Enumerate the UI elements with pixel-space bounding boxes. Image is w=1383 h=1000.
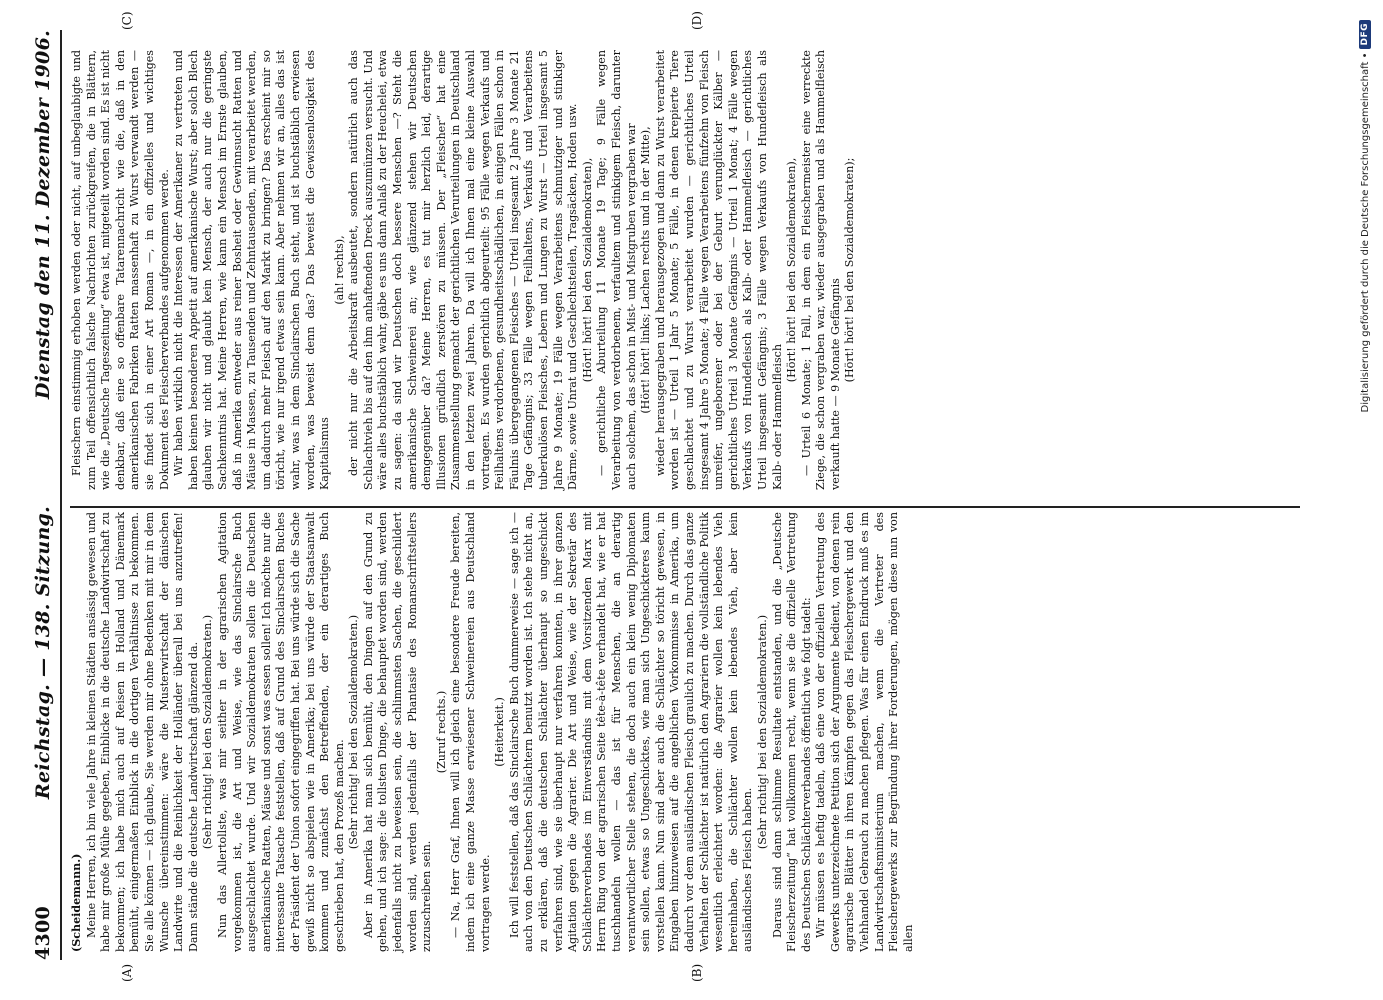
interjection: (Zuruf rechts.) [434, 690, 448, 774]
margin-label-a: (A) [120, 963, 134, 982]
paragraph: Daraus sind dann schlimme Resultate entstanden, und die „Deutsche Fleischerzeitung“ hat vollkommen recht, wenn sie die offizielle Vertretung des Deutschen Schlächterverbandes öffentlich wie folgt tadelt: [770, 512, 813, 952]
credit-text: Digitalisierung gefördert durch die Deutsche Forschungsgemeinschaft • [1359, 52, 1371, 413]
interjection: (ah! rechts), [332, 235, 346, 305]
paragraph: Wir haben wirklich nicht die Interessen der Amerikaner zu vertreten und haben keinen besonderen Appetit auf amerikanische Wurst; aber solch Blech glauben wir nicht und glaubt kein Mensch, der auch nur die geringste Sachkenntnis hat. Meine Herren, wie kann ein Mensch im Ernste glauben, daß in Amerika entweder aus reiner Bosheit oder Gewinnsucht Ratten und Mäuse in Massen, zu Tausenden und Zehntausenden, mit verarbeitet werden, um dadurch mehr Fleisch auf den Markt zu bringen? Das erscheint mir so töricht, wie nur irgend etwas sein kann. Aber nehmen wir an, alles das ist wahr, was in dem Sinclairschen Buch steht, und ist buchstäblich erwiesen worden, was beweist denn das? Das beweist die Gewissenlosigkeit des Kapitalismus [172, 50, 332, 490]
digitization-credit [1355, 20, 1375, 980]
paragraph: Wir müssen es heftig tadeln, daß eine von der offiziellen Vertretung des Gewerks unterzeichnete Petition sich der Argumente bedient, von denen rein agrarische Blätter in ihren Kämpfen gegen das Fleischergewerk und den Viehhandel Gebrauch zu machen pflegen. Was für einen Eindruck muß es im Landwirtschaftsministerium machen, wenn die Vertreter des Fleischergewerks zur Begründung ihrer Forderungen, mögen diese nun von allen [814, 512, 915, 952]
header-rule [60, 30, 62, 960]
dfg-logo: DFG [1359, 20, 1371, 49]
paragraph: Ich will feststellen, daß das Sinclairsche Buch dummerweise — sage ich — auch von den Deutschen Schlächtern benutzt worden ist. Ich stehe nicht an, zu erklären, daß die deutschen Schlächter überhaupt so ungeschickt verfahren sind, wie sie überhaupt nur verfahren konnten, in ihrer ganzen Agitation gegen die Agrarier. Die Art und Weise, wie der Sekretär des Schlächterverbandes im Einverständnis mit dem Vorsitzenden Marx mit Herrn Ring von der agrarischen Seite tête-à-tête verhandelt hat, wie er hat tuschhandeln wollen — das ist für Menschen, die an derartig verantwortlicher Stelle stehen, die doch auch ein klein wenig Diplomaten sein sollen, etwas so Ungeschicktes, wie man sich Ungeschickteres kaum vorstellen kann. Nun sind aber auch die Schlächter so töricht gewesen, in Eingaben hinzuweisen auf die angeblichen Vorkommnisse in Amerika, um dadurch vor dem ausländischen Fleisch graulich zu machen. Durch das ganze Verhalten der Schlächter ist natürlich den Agrariern die vollständliche Politik wesentlich erleichtert worden: die Agrarier wollen kein lebendes Vieh hereinhaben, die Schlächter wollen kein lebendes Vieh, aber kein ausländisches Fleisch haben. [507, 512, 755, 952]
paragraph: Nun das Allertollste, was mir seither in der agrarischen Agitation vorgekommen ist, die Art und Weise, wie das Sinclairsche Buch ausgeschlachtet wurde. Und wir Sozialdemokraten sollen die Deutschen amerikanische Ratten, Mäuse und sonst was essen sollen! Ich möchte nur die interessante Tatsache feststellen, daß auf Grund des Sinclairschen Buches der Präsident der Union sofort eingegriffen hat. Bei uns würde sich die Sache gewiß nicht so abspielen wie in Amerika; bei uns würde der Staatsanwalt kommen und zunächst den Betreffenden, der ein derartiges Buch geschrieben hat, den Prozeß machen. [215, 512, 346, 952]
column-divider [70, 506, 1300, 508]
paragraph: wieder herausgegraben und herausgezogen und dann zu Wurst verarbeitet worden ist — Urteil 1 Jahr 5 Monate; 5 Fälle, in denen krepierte Tiere geschlachtet und zu Wurst verarbeitet wurden — gerichtliches Urteil insgesamt 4 Jahre 5 Monate; 4 Fälle wegen Verarbeitens fünfzehn von Fleisch unreifer, ungeborener oder bei der Geburt verunglückter Kälber — gerichtliches Urteil 3 Monate Gefängnis — Urteil 1 Monat; 4 Fälle wegen Verkaufs von Hundefleisch als Kalb- oder Hammelfleisch — gerichtliches Urteil insgesamt Gefängnis; 3 Fälle wegen Verkaufs von Hundefleisch als Kalb- oder Hammelfleisch [653, 50, 784, 490]
page-number: 4300 [32, 905, 54, 960]
page-header [18, 30, 54, 960]
interjection: (Heiterkeit.) [493, 697, 507, 767]
interjection: (Hört! hört! bei den Sozialdemokraten), [785, 157, 799, 383]
margin-label-d: (D) [690, 11, 704, 30]
interjection: (Sehr richtig! bei den Sozialdemokraten.) [755, 614, 769, 850]
paragraph: Fleischern einstimmig erhoben werden oder nicht, auf unbeglaubigte und zum Teil offensichtlich falsche Nachrichten zurückgreifen, die in Blättern, wie die „Deutsche Tageszeitung“ etwa ist, mitgeteilt worden sind. Es ist nicht denkbar, daß eine so offenbare Tatarennachricht wie die, daß in den amerikanischen Fabriken Ratten massenhaft zu Wurst verwandt werden — sie findet sich in einer Art Roman —, in ein offizielles und wichtiges Dokument des Fleischerverbandes aufgenommen werde. [70, 50, 171, 490]
header-session: Reichstag. — 138. Sitzung. [32, 505, 54, 800]
paragraph: der nicht nur die Arbeitskraft ausbeutet, sondern natürlich auch das Schlachtvieh bis auf den ihm anhaftenden Dreck auszumünzen versucht. Und wäre alles buchstäblich wahr, gäbe es uns dann Anlaß zu der Heuchelei, etwa zu sagen: da sind wir Deutschen doch bessere Menschen —? Steht die amerikanische Schweinerei an; wie glänzend stehen wir Deutschen demgegenüber da? Meine Herren, es tut mir herzlich leid, derartige Illusionen gründlich zerstören zu müssen. Der „Fleischer“ hat eine Zusammenstellung gemacht der gerichtlichen Verurteilungen in Deutschland in den letzten zwei Jahren. Da will ich Ihnen mal eine kleine Auswahl vortragen. Es wurden gerichtlich abgeurteilt: 95 Fälle wegen Verkaufs und Feilhaltens verdorbenen, gesundheitsschädlichen, in einigen Fällen schon in Fäulnis übergegangenen Fleisches — Urteil insgesamt 2 Jahre 3 Monate 21 Tage Gefängnis; 33 Fälle wegen Feilhaltens, Verkaufs und Verarbeitens tuberkulösen Fleisches, Lebern und Lungen zu Wurst — Urteil insgesamt 5 Jahre 9 Monate; 19 Fälle wegen Verarbeitens schmutziger und stinkiger Därme, sowie Unrat und Geschlechtsteilen, Tragsäcken, Hoden usw. [347, 50, 580, 490]
speaker-name: (Scheidemann.) [70, 853, 83, 952]
interjection: (Sehr richtig! bei den Sozialdemokraten.) [347, 614, 361, 850]
margin-label-c: (C) [120, 11, 134, 30]
paragraph: — gerichtliche Aburteilung 11 Monate 19 Tage; 9 Fälle wegen Verarbeitung von verdorbenem, verfaultem und stinkigem Fleisch, darunter auch solchem, das schon in Mist- und Mistgruben vergraben war [595, 50, 638, 490]
paragraph: — Na, Herr Graf, Ihnen will ich gleich eine besondere Freude bereiten, indem ich eine ganze Masse erwiesener Schweinereien aus Deutschland vortragen werde. [449, 512, 492, 952]
interjection: (Hört! hört! bei den Sozialdemokraten), [580, 157, 594, 383]
header-date: Dienstag den 11. Dezember 1906. [32, 30, 54, 400]
paragraph: — Urteil 6 Monate; 1 Fall, in dem ein Fleischermeister eine verreckte Ziege, die schon vergraben war, wieder ausgegraben und als Hammelfleisch verkauft hatte — 9 Monate Gefängnis [799, 50, 842, 490]
right-text-column [70, 50, 858, 490]
interjection: (Hört! hört! bei den Sozialdemokraten); [843, 157, 857, 383]
margin-label-b: (B) [690, 963, 704, 982]
paragraph: Aber in Amerika hat man sich bemüht, den Dingen auf den Grund zu gehen, und ich sage: die tollsten Dinge, die behauptet worden sind, werden jedenfalls nicht zu beweisen sein, die schlimmsten Sachen, die geschildert worden sind, werden jedenfalls der Phantasie des Romanschriftstellers zuzuschreiben sein. [361, 512, 434, 952]
left-text-column [70, 512, 916, 952]
interjection: (Sehr richtig! bei den Sozialdemokraten.) [201, 614, 215, 850]
interjection: (Hört! hört! links; Lachen rechts und in der Mitte), [639, 126, 653, 414]
paragraph: Meine Herren, ich bin viele Jahre in kleinen Städten ansässig gewesen und habe mir große Mühe gegeben, Einblicke in die deutsche Landwirtschaft zu bekommen; ich habe mich auch auf Reisen in Holland und Dänemark bemüht, einigermaßen Einblick in die dortigen Verhältnisse zu bekommen. Sie alle können — ich glaube, Sie werden mir ohne Bedenken mit mir in dem Wunsche übereinstimmen: wäre die Musterwirtschaft der dänischen Landwirte und die Reinlichkeit der Holländer überall bei uns anzutreffen! Dann stände die deutsche Landwirtschaft glänzend da. [84, 512, 200, 952]
